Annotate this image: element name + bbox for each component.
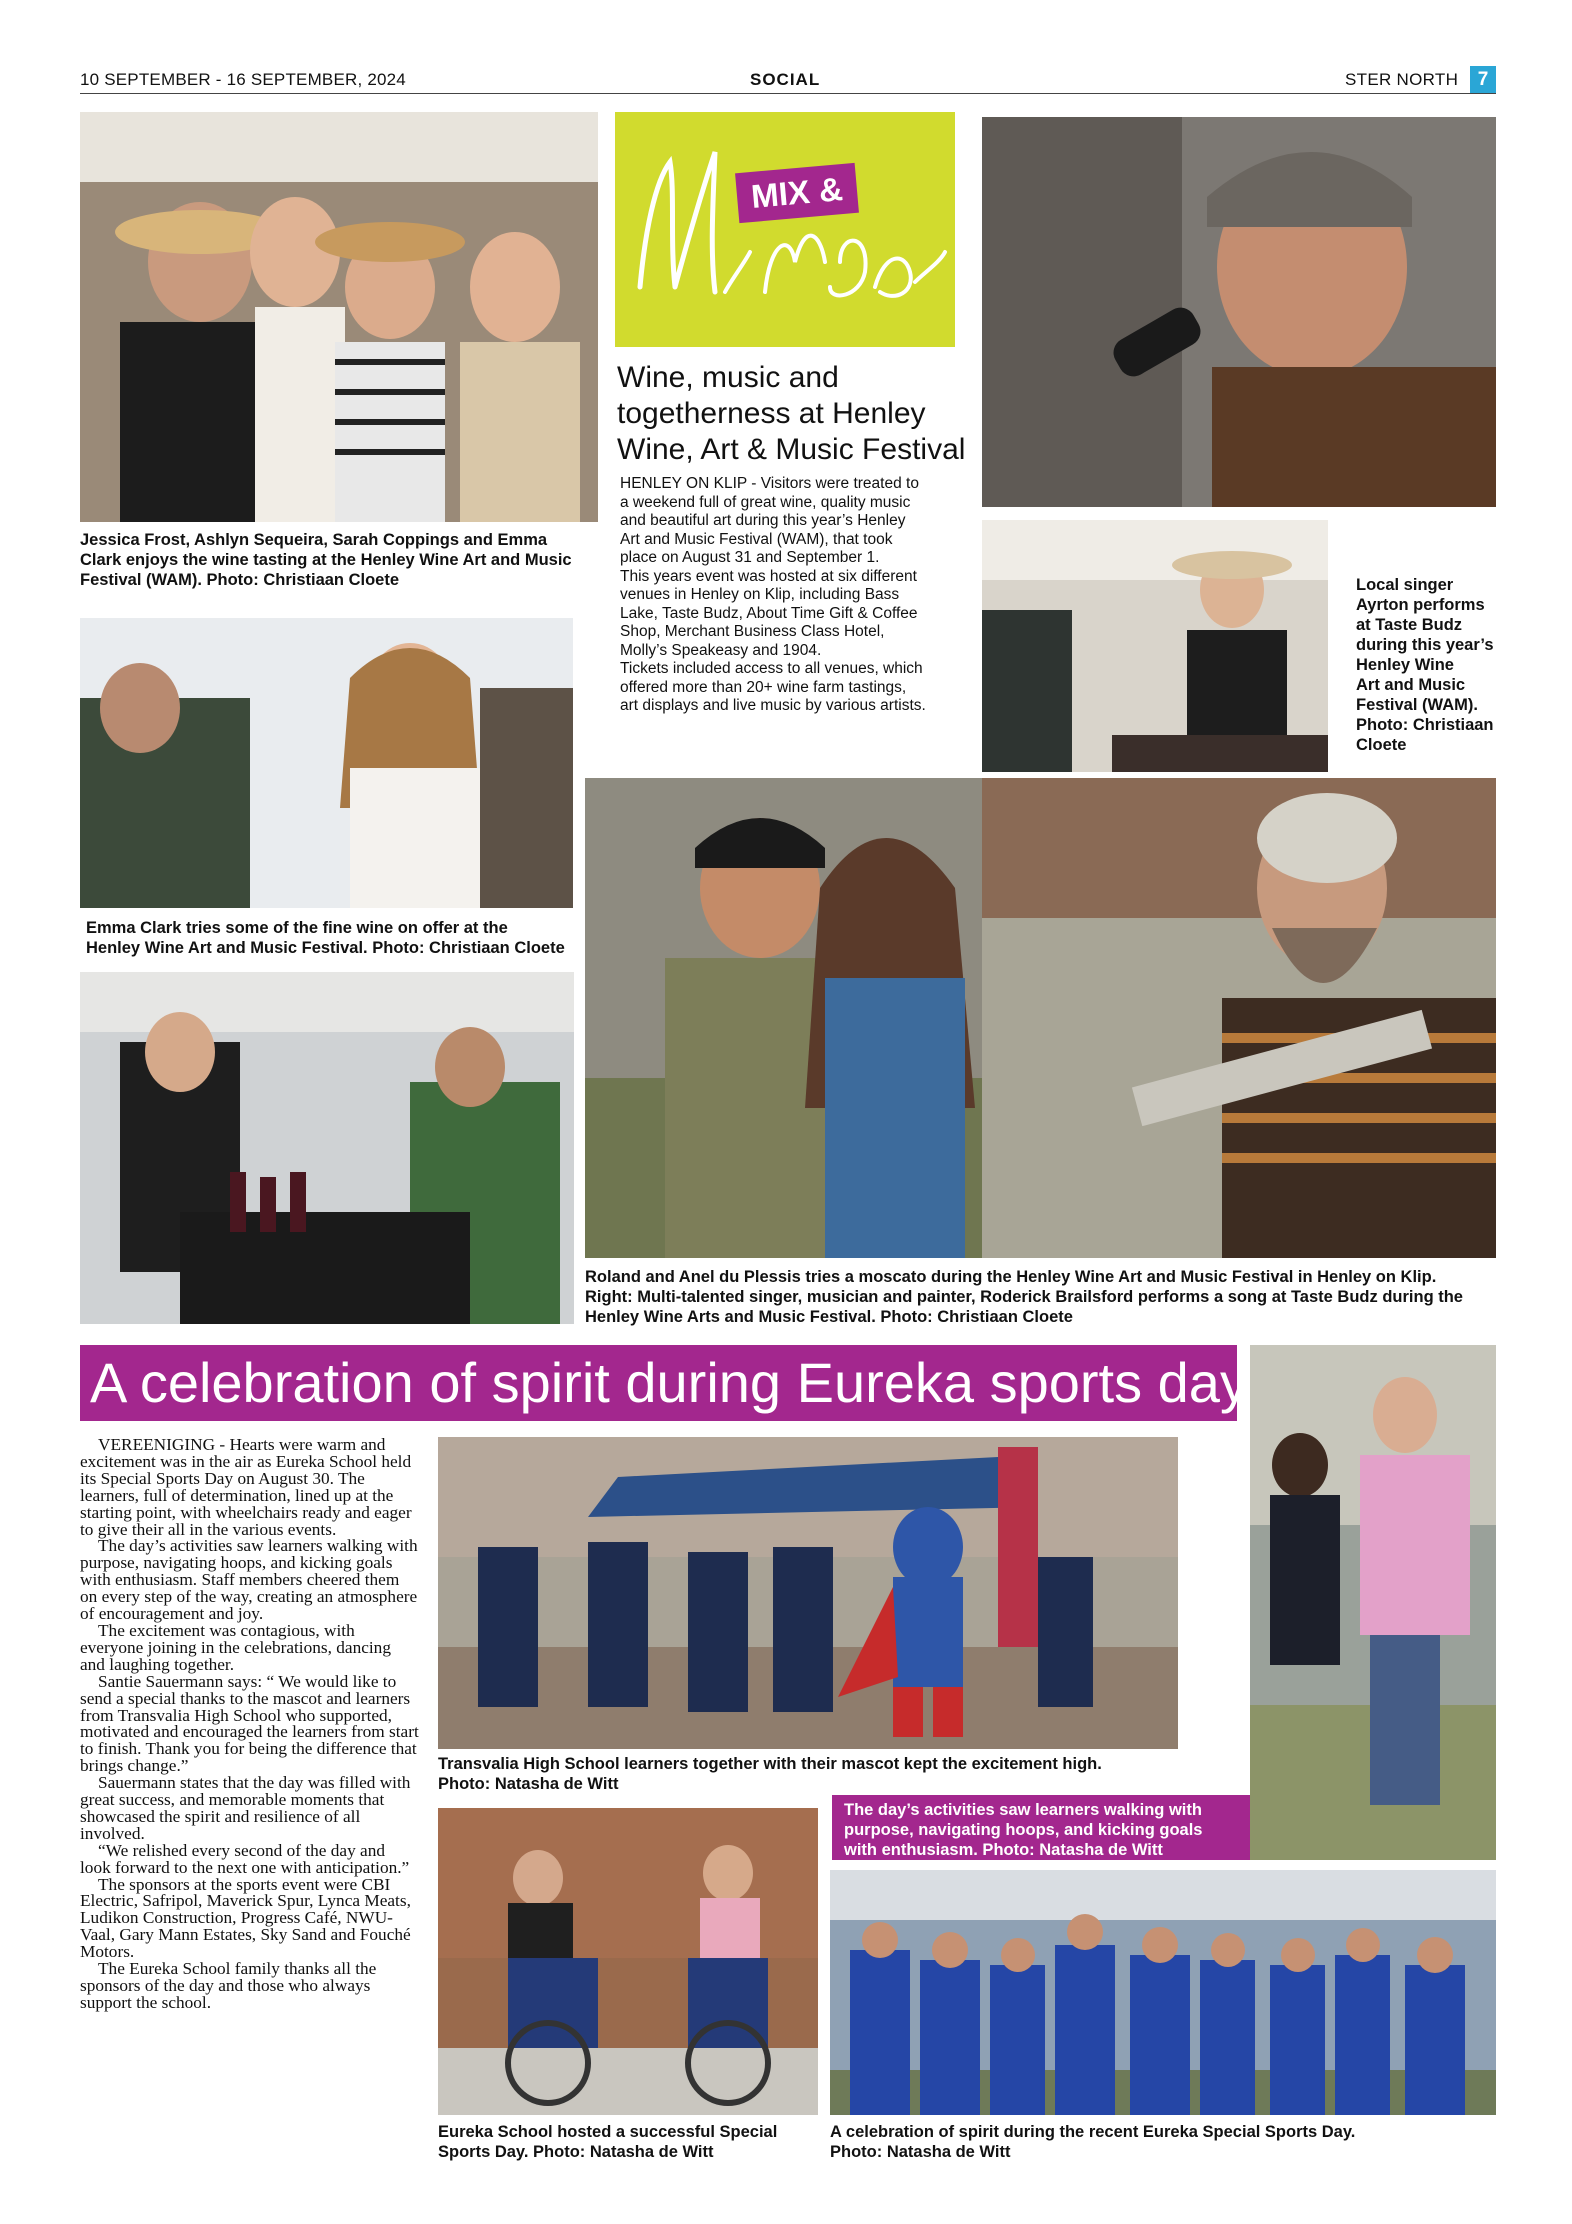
photo-emma-clark bbox=[80, 618, 573, 908]
mix-mingle-logo bbox=[615, 112, 955, 347]
photo-wine-tasting-group bbox=[80, 112, 598, 522]
caption-transvalia-mascot: Transvalia High School learners together with their mascot kept the excitement high. Photo: Natasha de Witt bbox=[438, 1755, 1102, 1793]
caption-wine-tasting: Jessica Frost, Ashlyn Sequeira, Sarah Coppings and Emma Clark enjoys the wine tasting at the Henley Wine Art and Music Festival (WAM). Photo: Christiaan Cloete bbox=[80, 531, 572, 589]
photo-jumping-learner bbox=[1250, 1345, 1496, 1860]
header-rule bbox=[80, 93, 1496, 94]
page-number: 7 bbox=[1470, 66, 1496, 93]
caption-learner-activities: The day’s activities saw learners walking with purpose, navigating hoops, and kicking goals with enthusiasm. Photo: Natasha de Witt bbox=[832, 1795, 1250, 1860]
caption-eureka-group: A celebration of spirit during the recent Eureka Special Sports Day. Photo: Natasha de Witt bbox=[830, 2123, 1356, 2161]
paper-name: STER NORTH bbox=[1345, 70, 1459, 89]
photo-singer-ayrton bbox=[982, 117, 1496, 507]
caption-singer-ayrton: Local singer Ayrton performs at Taste Budz during this year’s Henley Wine Art and Music Festival (WAM). Photo: Christiaan Cloete bbox=[1356, 576, 1494, 754]
photo-du-plessis-couple bbox=[585, 778, 982, 1258]
photo-transvalia-mascot bbox=[438, 1437, 1178, 1749]
caption-wheelchair-learners: Eureka School hosted a successful Special Sports Day. Photo: Natasha de Witt bbox=[438, 2123, 778, 2161]
story1-body: HENLEY ON KLIP - Visitors were treated to a weekend full of great wine, quality music and beautiful art during this year’s Henley Art and Music Festival (WAM), that took place on August 31 and September 1. This years event was hosted at six different venues in Henley on Klip, including Bass Lake, Taste Budz, About Time Gift & Coffee Shop, Merchant Business Class Hotel, Molly’s Speakeasy and 1904. Tickets included access to all venues, which offered more than 20+ wine farm tastings, art displays and live music by various artists. bbox=[620, 475, 926, 714]
story1-headline: Wine, music and togetherness at Henley Wine, Art & Music Festival bbox=[617, 361, 966, 466]
eureka-headline: A celebration of spirit during Eureka sports day bbox=[80, 1345, 1237, 1421]
eureka-story-body: VEREENIGING - Hearts were warm and excitement was in the air as Eureka School held its Special Sports Day on August 30. The learners, full of determination, lined up at the starting point, with wheelchairs ready and eager to give their all in the various events. The day’s activities saw learners walking with purpose, navigating hoops, and kicking goals with enthusiasm. Staff members cheered them on every step of the way, creating an atmosphere of encouragement and joy. The excitement was contagious, with everyone joining in the celebrations, dancing and laughing together. Santie Sauermann says: “ We would like to send a special thanks to the mascot and learners from Transvalia High School who supported, motivated and encouraged the learners from start to finish. Thank you for being the difference that brings change.” Sauermann states that the day was filled with great success, and memorable moments that showcased the spirit and resilience of all involved. “We relished every second of the day and look forward to the next one with anticipation.” The sponsors at the sports event were CBI Electric, Safripol, Maverick Spur, Lynca Meats, Ludikon Construction, Progress Café, NWU-Vaal, Gary Mann Estates, Sky Sand and Fouché Motors. The Eureka School family thanks all the sponsors of the day and those who always support the school. bbox=[80, 1435, 419, 2012]
caption-couple-and-guitarist: Roland and Anel du Plessis tries a moscato during the Henley Wine Art and Music Festival in Henley on Klip. Right: Multi-talented singer, musician and painter, Roderick Brailsford performs a song at Taste Budz during the Henley Wine Arts and Music Festival. Photo: Christiaan Cloete bbox=[585, 1268, 1463, 1326]
photo-eureka-group bbox=[830, 1870, 1496, 2115]
caption-emma-clark: Emma Clark tries some of the fine wine on offer at the Henley Wine Art and Music Festival. Photo: Christiaan Cloete bbox=[86, 919, 565, 957]
photo-wine-pouring bbox=[982, 520, 1328, 772]
mix-tag: MIX & bbox=[735, 163, 859, 223]
section-title: SOCIAL bbox=[750, 70, 821, 89]
photo-wheelchair-learners bbox=[438, 1808, 818, 2115]
photo-wine-stand bbox=[80, 972, 574, 1324]
issue-date: 10 SEPTEMBER - 16 SEPTEMBER, 2024 bbox=[80, 70, 406, 89]
photo-roderick-brailsford bbox=[982, 778, 1496, 1258]
